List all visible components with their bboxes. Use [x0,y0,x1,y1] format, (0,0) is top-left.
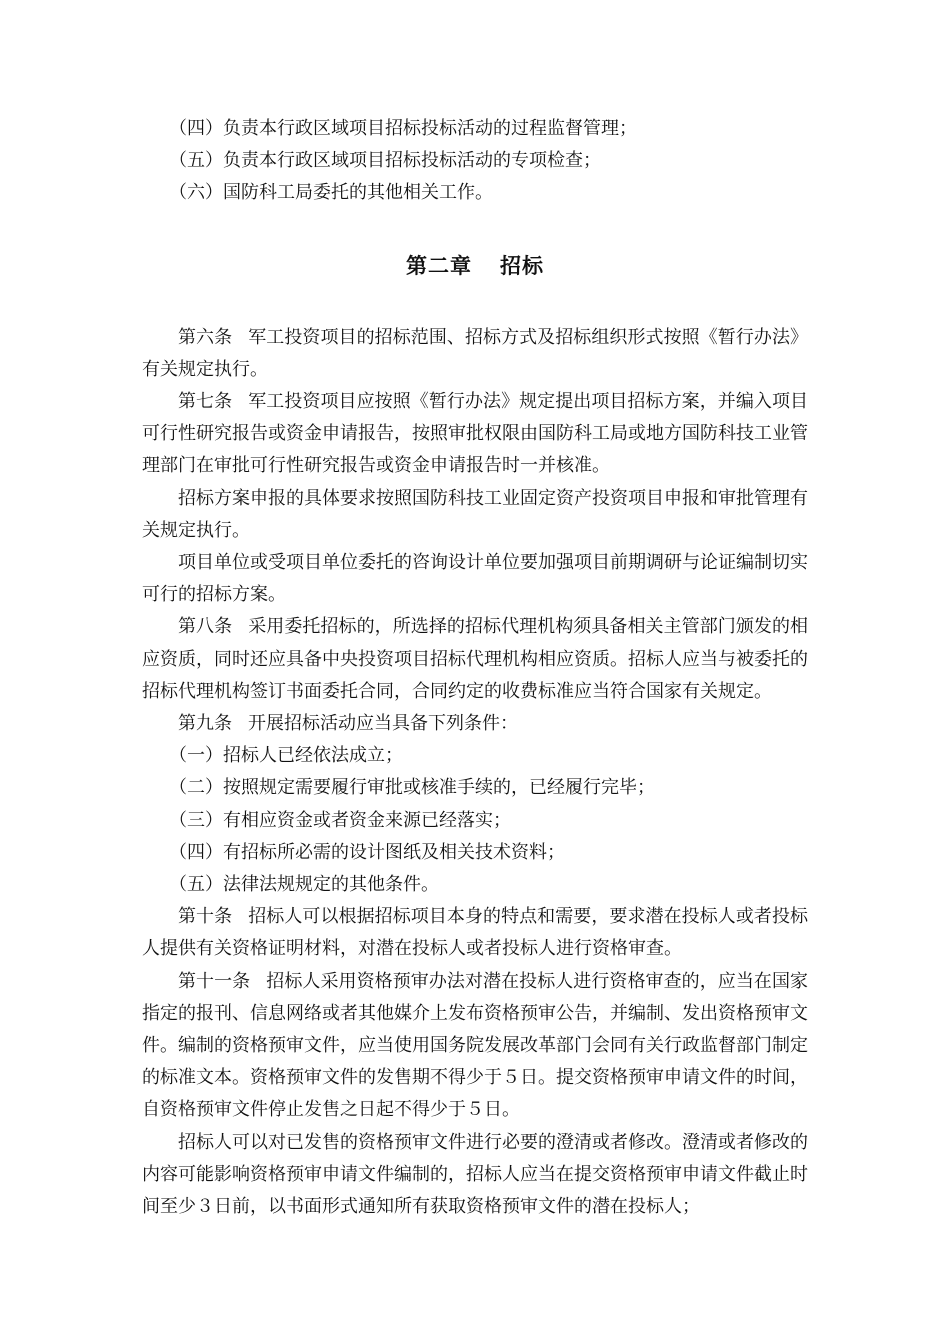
article-text: 招标人采用资格预审办法对潜在投标人进行资格审查的，应当在国家指定的报刊、信息网络或者其他媒介上发布资格预审公告，并编制、发出资格预审文件。编制的资格预审文件，应当使用国务院发展改革部门会同有关行政监督部门制定的标准文本。资格预审文件的发售期不得少于５日。提交资格预审申请文件的时间，自资格预审文件停止发售之日起不得少于５日。 [142,970,809,1121]
list-item: （五）负责本行政区域项目招标投标活动的专项检查； [169,150,601,172]
article-label: 第六条 [178,326,233,348]
article-11 [142,966,808,1127]
paragraph: 招标人可以对已发售的资格预审文件进行必要的澄清或者修改。澄清或者修改的内容可能影响资格预审申请文件编制的，招标人应当在提交资格预审申请文件截止时间至少３日前，以书面形式通知所有获取资格预审文件的潜在投标人； [142,1131,808,1218]
list-item: （一）招标人已经依法成立； [169,745,403,767]
list-item: （三）有相应资金或者资金来源已经落实； [169,809,511,831]
list-item: （四）有招标所必需的设计图纸及相关技术资料； [169,841,565,863]
list-item: （二）按照规定需要履行审批或核准手续的，已经履行完毕； [169,777,655,799]
article-6 [142,322,808,386]
article-10 [142,901,808,965]
document-body [142,113,808,1223]
list-item: （五）法律法规规定的其他条件。 [169,874,439,896]
article-text: 招标人可以根据招标项目本身的特点和需要，要求潜在投标人或者投标人提供有关资格证明材料，对潜在投标人或者投标人进行资格审查。 [142,906,809,960]
article-label: 第七条 [178,391,233,413]
paragraph: 项目单位或受项目单位委托的咨询设计单位要加强项目前期调研与论证编制切实可行的招标方案。 [142,552,808,606]
article-text: 采用委托招标的，所选择的招标代理机构须具备相关主管部门颁发的相应资质，同时还应具备中央投资项目招标代理机构相应资质。招标人应当与被委托的招标代理机构签订书面委托合同，合同约定的收费标准应当符合国家有关规定。 [142,616,809,702]
article-9 [142,708,808,740]
paragraph: 招标方案申报的具体要求按照国防科技工业固定资产投资项目申报和审批管理有关规定执行。 [142,487,808,541]
chapter-heading [142,210,808,322]
chapter-title: 招标 [500,253,544,278]
article-text: 开展招标活动应当具备下列条件： [248,713,518,735]
article-label: 第十条 [178,906,233,928]
list-item: （四）负责本行政区域项目招标投标活动的过程监督管理； [169,118,637,139]
list-item: （六）国防科工局委托的其他相关工作。 [169,182,493,204]
article-label: 第九条 [178,713,232,735]
article-7 [142,386,808,483]
article-text: 军工投资项目应按照《暂行办法》规定提出项目招标方案，并编入项目可行性研究报告或资金申请报告，按照审批权限由国防科工局或地方国防科技工业管理部门在审批可行性研究报告或资金申请报告时一并核准。 [142,391,809,477]
article-label: 第十一条 [178,970,251,992]
chapter-number: 第二章 [406,253,472,278]
article-8 [142,611,808,708]
article-label: 第八条 [178,616,233,638]
article-text: 军工投资项目的招标范围、招标方式及招标组织形式按照《暂行办法》有关规定执行。 [142,326,809,380]
